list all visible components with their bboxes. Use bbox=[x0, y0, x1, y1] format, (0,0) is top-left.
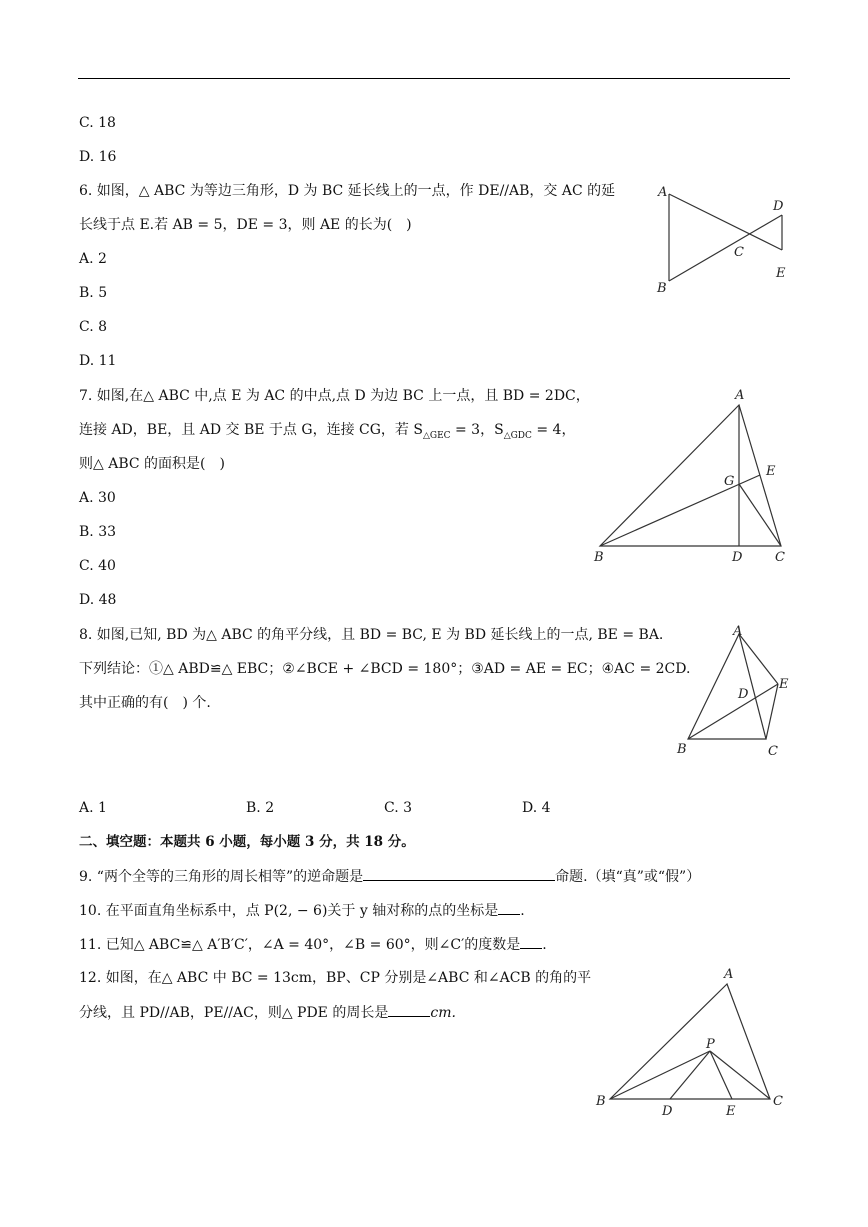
q8-label-c: C bbox=[768, 744, 778, 759]
option-c-prev: C. 18 bbox=[79, 115, 116, 131]
q6-option-b: B. 5 bbox=[79, 285, 108, 301]
q12-answer-blank[interactable] bbox=[388, 1002, 430, 1017]
q6-line1: 6. 如图，△ ABC 为等边三角形，D 为 BC 延长线上的一点，作 DE//AB，交 AC 的延 bbox=[79, 183, 616, 199]
q7-option-a: A. 30 bbox=[79, 490, 116, 506]
header-rule bbox=[78, 78, 790, 79]
q12-label-d: D bbox=[662, 1104, 673, 1119]
q7-option-d: D. 48 bbox=[79, 592, 117, 608]
q9-answer-blank[interactable] bbox=[363, 866, 555, 881]
q6-figure bbox=[650, 178, 800, 303]
q12-triangle-abc bbox=[610, 984, 770, 1099]
q8-option-c: C. 3 bbox=[384, 800, 413, 816]
q12-line2: 分线，且 PD//AB，PE//AC，则△ PDE 的周长是 cm. bbox=[79, 1002, 456, 1023]
q8-line1: 8. 如图,已知, BD 为△ ABC 的角平分线，且 BD = BC, E 为 BD 延长线上的一点, BE = BA. bbox=[79, 627, 664, 643]
q7-label-a: A bbox=[735, 388, 745, 403]
q8-label-b: B bbox=[677, 742, 687, 757]
q12-label-a: A bbox=[724, 967, 734, 982]
q7-segment-cg bbox=[739, 484, 781, 546]
q6-line2: 长线于点 E.若 AB = 5，DE = 3，则 AE 的长为( ) bbox=[79, 217, 412, 233]
q8-label-e: E bbox=[779, 677, 789, 692]
q7-option-b: B. 33 bbox=[79, 524, 117, 540]
q8-figure bbox=[672, 620, 802, 765]
q6-label-c: C bbox=[734, 245, 744, 260]
q9-line: 9. “两个全等的三角形的周长相等”的逆命题是 命题.（填“真”或“假”） bbox=[79, 866, 700, 887]
option-d-prev: D. 16 bbox=[79, 149, 117, 165]
q7-label-g: G bbox=[724, 474, 735, 489]
q6-label-a: A bbox=[658, 185, 668, 200]
q8-option-b: B. 2 bbox=[246, 800, 275, 816]
q8-label-a: A bbox=[733, 624, 743, 639]
q12-line1: 12. 如图，在△ ABC 中 BC = 13cm，BP、CP 分别是∠ABC 和∠ACB 的角的平 bbox=[79, 970, 592, 986]
q11-line: 11. 已知△ ABC≌△ A′B′C′，∠A = 40°，∠B = 60°，则∠C′的度数是 . bbox=[79, 934, 547, 955]
q12-segment-pd bbox=[670, 1051, 710, 1099]
q8-segment-ec bbox=[766, 684, 778, 739]
q6-segment-bd bbox=[669, 215, 782, 281]
q11-answer-blank[interactable] bbox=[520, 934, 542, 949]
q7-line1: 7. 如图,在△ ABC 中,点 E 为 AC 的中点,点 D 为边 BC 上一点，且 BD = 2DC， bbox=[79, 388, 590, 404]
q12-label-b: B bbox=[596, 1094, 606, 1109]
q6-label-e: E bbox=[776, 266, 786, 281]
q7-line2: 连接 AD，BE，且 AD 交 BE 于点 G，连接 CG，若 $S_{\triangle GEC} = 3$，$S_{\triangle GDC} = 4$， bbox=[79, 422, 576, 441]
q6-option-a: A. 2 bbox=[79, 251, 107, 267]
q7-label-d: D bbox=[732, 550, 743, 565]
q7-label-c: C bbox=[775, 550, 785, 565]
q8-triangle-abc bbox=[688, 634, 766, 739]
q12-label-c: C bbox=[773, 1094, 783, 1109]
q8-line2: 下列结论：①△ ABD≌△ EBC；②∠BCE + ∠BCD = 180°；③AD = AE = EC；④AC = 2CD. bbox=[79, 661, 691, 677]
q7-label-b: B bbox=[594, 550, 604, 565]
q7-option-c: C. 40 bbox=[79, 558, 116, 574]
q6-option-c: C. 8 bbox=[79, 319, 108, 335]
q6-option-d: D. 11 bbox=[79, 353, 117, 369]
q8-option-a: A. 1 bbox=[79, 800, 107, 816]
q12-figure bbox=[592, 965, 797, 1125]
section-2-heading: 二、填空题：本题共 6 小题，每小题 3 分，共 18 分。 bbox=[79, 834, 415, 850]
q12-label-e: E bbox=[726, 1104, 736, 1119]
q7-figure bbox=[585, 385, 800, 575]
q12-segment-bp bbox=[610, 1051, 710, 1099]
q7-segment-be bbox=[600, 475, 760, 546]
q6-label-d: D bbox=[773, 199, 784, 214]
q7-line3: 则△ ABC 的面积是( ) bbox=[79, 456, 225, 472]
q10-answer-blank[interactable] bbox=[498, 900, 520, 915]
q12-label-p: P bbox=[706, 1037, 715, 1052]
q8-option-d: D. 4 bbox=[522, 800, 551, 816]
q12-segment-pe bbox=[710, 1051, 732, 1099]
q7-triangle-abc bbox=[600, 405, 781, 546]
q8-label-d: D bbox=[738, 687, 749, 702]
q6-label-b: B bbox=[657, 281, 667, 296]
q8-line3: 其中正确的有( ) 个. bbox=[79, 695, 211, 711]
q7-label-e: E bbox=[766, 464, 776, 479]
q10-line: 10. 在平面直角坐标系中，点 P(2, − 6)关于 y 轴对称的点的坐标是 . bbox=[79, 900, 525, 921]
q6-segment-ae bbox=[669, 194, 782, 250]
